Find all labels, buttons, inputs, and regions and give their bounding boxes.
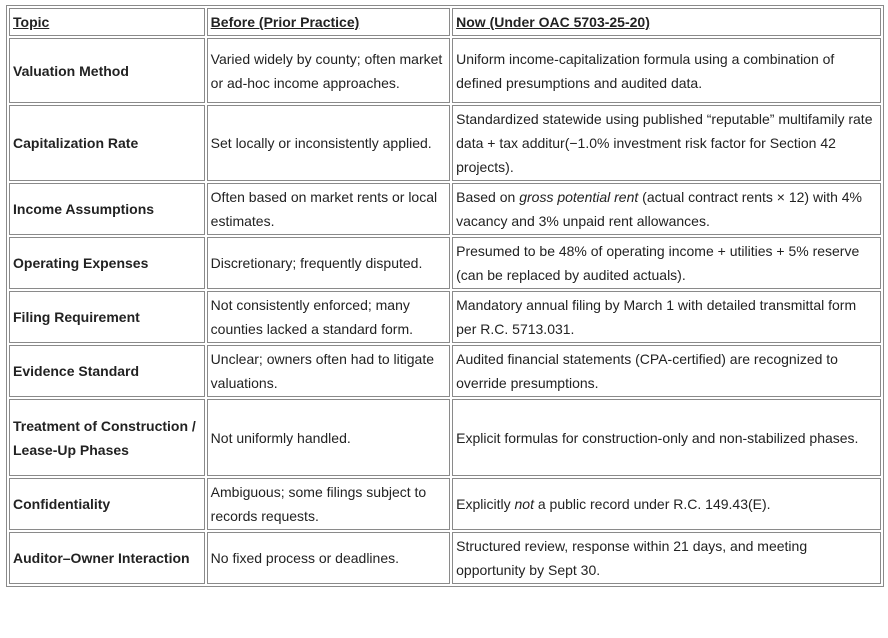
- before-cell: No fixed process or deadlines.: [207, 532, 450, 584]
- before-cell: Varied widely by county; often market or ad-hoc income approaches.: [207, 38, 450, 103]
- before-cell: Not consistently enforced; many counties lacked a standard form.: [207, 291, 450, 343]
- topic-cell: Capitalization Rate: [9, 105, 205, 181]
- now-text: Standardized statewide using published “reputable” multifamily rate data + tax additur(−1.0% investment risk factor for Section 42 projects).: [456, 111, 873, 175]
- emphasis-text: gross potential rent: [519, 189, 639, 205]
- topic-cell: Filing Requirement: [9, 291, 205, 343]
- header-topic: Topic: [9, 8, 205, 36]
- before-cell: Discretionary; frequently disputed.: [207, 237, 450, 289]
- now-cell: [452, 399, 881, 476]
- now-cell: [452, 38, 881, 103]
- before-cell: Set locally or inconsistently applied.: [207, 105, 450, 181]
- topic-cell: Treatment of Construction / Lease-Up Phases: [9, 399, 205, 476]
- now-text: Based on: [456, 189, 520, 205]
- table-row: [9, 399, 881, 476]
- table-row: [9, 478, 881, 530]
- table-row: [9, 291, 881, 343]
- now-text: Uniform income-capitalization formula using a combination of defined presumptions and audited data.: [456, 50, 835, 91]
- now-cell: [452, 532, 881, 584]
- now-text: a public record under R.C. 149.43(E).: [533, 496, 771, 512]
- now-text: Presumed to be 48% of operating income + utilities + 5% reserve (can be replaced by audited actuals).: [456, 243, 860, 283]
- before-cell: Often based on market rents or local estimates.: [207, 183, 450, 235]
- comparison-table: [6, 5, 884, 587]
- topic-cell: Valuation Method: [9, 38, 205, 103]
- table-body: [9, 38, 881, 584]
- now-cell: [452, 345, 881, 397]
- now-cell: [452, 237, 881, 289]
- before-cell: Not uniformly handled.: [207, 399, 450, 476]
- emphasis-text: not: [514, 496, 534, 512]
- now-cell: [452, 183, 881, 235]
- header-before: Before (Prior Practice): [207, 8, 450, 36]
- topic-cell: Evidence Standard: [9, 345, 205, 397]
- now-text: Explicit formulas for construction-only and non-stabilized phases.: [456, 429, 859, 446]
- now-text: (actual contract rents × 12) with 4% vacancy and 3% unpaid rent allowances.: [456, 189, 862, 229]
- table-row: [9, 345, 881, 397]
- topic-cell: Income Assumptions: [9, 183, 205, 235]
- table-row: [9, 237, 881, 289]
- now-cell: [452, 291, 881, 343]
- now-text: Explicitly: [456, 496, 515, 512]
- header-row: [9, 8, 881, 36]
- now-cell: [452, 105, 881, 181]
- now-text: Mandatory annual filing by March 1 with detailed transmittal form per R.C. 5713.031.: [456, 297, 857, 337]
- table-row: [9, 105, 881, 181]
- before-cell: Ambiguous; some filings subject to records requests.: [207, 478, 450, 530]
- topic-cell: Operating Expenses: [9, 237, 205, 289]
- table-row: [9, 183, 881, 235]
- topic-cell: Auditor–Owner Interaction: [9, 532, 205, 584]
- before-cell: Unclear; owners often had to litigate valuations.: [207, 345, 450, 397]
- now-text: Structured review, response within 21 days, and meeting opportunity by Sept 30.: [456, 538, 808, 578]
- topic-cell: Confidentiality: [9, 478, 205, 530]
- header-now: Now (Under OAC 5703-25-20): [452, 8, 881, 36]
- table-row: [9, 532, 881, 584]
- table-row: [9, 38, 881, 103]
- now-text: Audited financial statements (CPA-certified) are recognized to override presumptions.: [456, 351, 838, 391]
- now-cell: [452, 478, 881, 530]
